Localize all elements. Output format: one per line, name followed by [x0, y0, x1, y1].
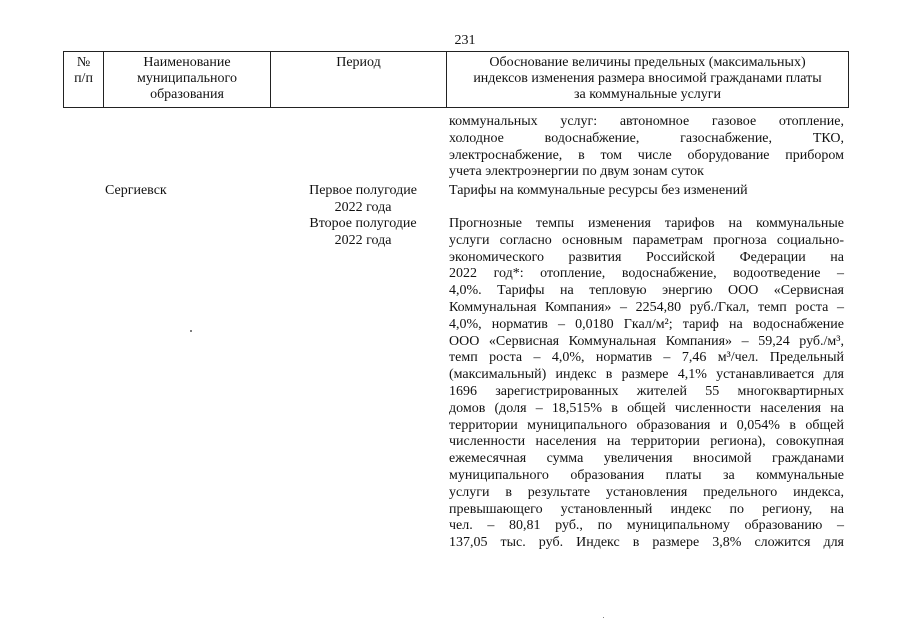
text-line: 4,0%. Тарифы на тепловую энергию ООО «Сервисная — [449, 283, 844, 299]
text-line: коммунальных услуг: автономное газовое отопление, — [449, 114, 844, 129]
text-line: территории муниципального образования и 0,054% в общей — [449, 417, 844, 433]
header-text: за коммунальные услуги — [573, 87, 722, 102]
scan-speck — [603, 617, 604, 618]
text-line: темп роста – 4,0%, норматив – 7,46 м³/чел. Предельный — [449, 350, 844, 366]
header-col-number — [64, 52, 104, 107]
header-col-period — [271, 52, 447, 107]
header-col-justification — [447, 52, 848, 107]
text-line: Первое полугодие — [309, 183, 417, 198]
text-line: муниципального образования платы за коммунальные — [449, 467, 844, 483]
period-first-half — [293, 183, 433, 217]
page-number: 231 — [454, 33, 476, 48]
header-text: муниципального — [137, 71, 237, 86]
text-line: (максимальный) индекс в размере 4,1% устанавливается для — [449, 367, 844, 383]
text-line: 2022 года — [334, 199, 392, 215]
header-text: Период — [336, 55, 381, 70]
period-second-half — [293, 216, 433, 250]
text-line: услуги согласно основным параметрам прогноза социально- — [449, 232, 844, 248]
municipality-name: Сергиевск — [105, 183, 167, 198]
tariff-unchanged-text: Тарифы на коммунальные ресурсы без изменений — [449, 183, 748, 198]
header-text: Наименование — [143, 55, 231, 70]
text-line: Коммунальная Компания» – 2254,80 руб./Гкал, темп роста – — [449, 299, 844, 315]
text-line: услуги в результате установления предельного индекса, — [449, 484, 844, 500]
scan-speck — [190, 330, 192, 332]
text-line: 137,05 тыс. руб. Индекс в размере 3,8% сложится для — [449, 535, 844, 551]
text-line: ООО «Сервисная Коммунальная Компания» – 59,24 руб./м³, — [449, 333, 844, 349]
text-line: Прогнозные темпы изменения тарифов на коммунальные — [449, 216, 844, 231]
text-line: превышающего установленный индекс по региону, на — [449, 501, 844, 517]
header-text: п/п — [74, 71, 93, 86]
text-line: чел. – 80,81 руб., по муниципальному образованию – — [449, 518, 844, 534]
text-line: 2022 год*: отопление, водоснабжение, водоотведение – — [449, 266, 844, 282]
header-text: № — [76, 55, 91, 70]
header-text: индексов изменения размера вносимой гражданами платы — [473, 71, 822, 86]
forecast-paragraph — [449, 216, 844, 552]
text-line: 4,0%, норматив – 0,0180 Гкал/м²; тариф на водоснабжение — [449, 316, 844, 332]
continued-text — [449, 114, 844, 181]
text-line: численности населения на территории региона), совокупная — [449, 434, 844, 450]
text-line: 1696 зарегистрированных жителей 55 многоквартирных — [449, 383, 844, 399]
text-line: ежемесячная сумма увеличения вносимой гражданами — [449, 451, 844, 467]
table-header — [63, 51, 849, 108]
header-col-municipality — [104, 52, 271, 107]
text-line: холодное водоснабжение, газоснабжение, ТКО, — [449, 130, 844, 146]
text-line: электроснабжение, в том числе оборудование прибором — [449, 147, 844, 163]
header-text: Обоснование величины предельных (максимальных) — [489, 55, 806, 70]
text-line: Второе полугодие — [309, 216, 417, 231]
text-line: 2022 года — [334, 232, 392, 248]
text-line: домов (доля – 18,515% в общей численности населения на — [449, 400, 844, 416]
text-line: учета электроэнергии по двум зонам суток — [449, 164, 704, 180]
text-line: экономического развития Российской Федерации на — [449, 249, 844, 265]
header-text: образования — [150, 87, 224, 102]
